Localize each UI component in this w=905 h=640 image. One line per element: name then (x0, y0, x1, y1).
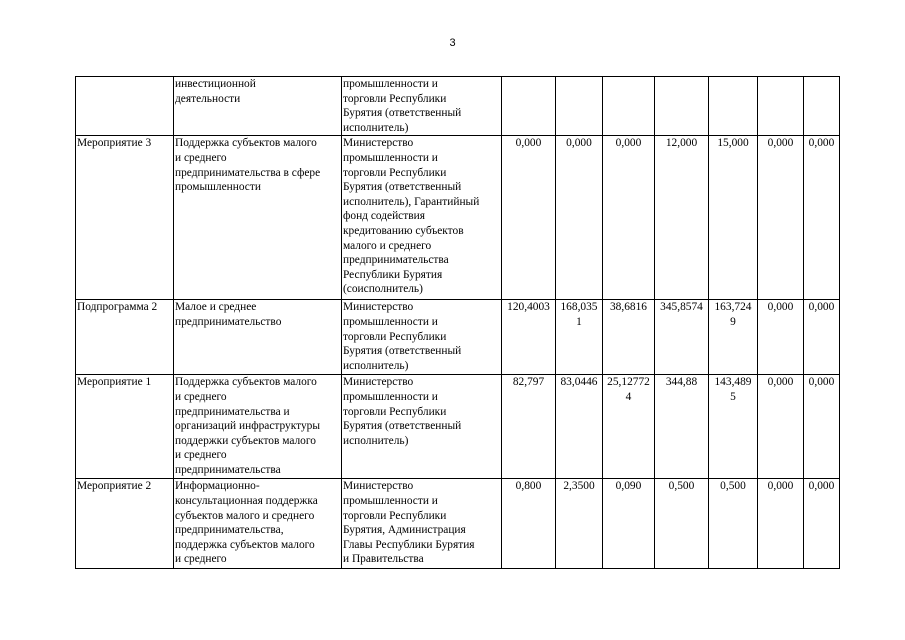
activity-name-cell: инвестиционной деятельности (174, 77, 342, 136)
executor-cell: Министерство промышленности и торговли Республики Бурятия (ответственный исполнитель), Гарантийный фонд содействия кредитованию субъектов малого и среднего предпринимательства Республики Бурятия (соисполнитель) (342, 136, 502, 300)
value-cell: 0,000 (758, 479, 804, 569)
executor-cell: промышленности и торговли Республики Бурятия (ответственный исполнитель) (342, 77, 502, 136)
value-cell (502, 77, 556, 136)
value-cell: 82,797 (502, 375, 556, 479)
value-cell: 0,000 (502, 136, 556, 300)
value-cell: 0,000 (804, 136, 840, 300)
value-cell: 345,8574 (655, 300, 709, 375)
budget-table (75, 76, 840, 569)
executor-cell: Министерство промышленности и торговли Республики Бурятия, Администрация Главы Республики Бурятия и Правительства (342, 479, 502, 569)
activity-name-cell: Малое и среднее предпринимательство (174, 300, 342, 375)
value-cell (804, 77, 840, 136)
value-cell: 12,000 (655, 136, 709, 300)
value-cell: 0,500 (655, 479, 709, 569)
value-cell: 168,035 1 (556, 300, 603, 375)
table-row (76, 77, 840, 136)
value-cell (603, 77, 655, 136)
value-cell: 163,724 9 (709, 300, 758, 375)
value-cell: 0,000 (804, 375, 840, 479)
value-cell (758, 77, 804, 136)
value-cell (655, 77, 709, 136)
budget-table-body (76, 77, 840, 569)
value-cell: 344,88 (655, 375, 709, 479)
value-cell: 38,6816 (603, 300, 655, 375)
value-cell: 0,000 (758, 136, 804, 300)
table-row (76, 479, 840, 569)
program-cell: Мероприятие 2 (76, 479, 174, 569)
value-cell: 2,3500 (556, 479, 603, 569)
value-cell: 0,000 (603, 136, 655, 300)
value-cell: 0,000 (758, 375, 804, 479)
executor-cell: Министерство промышленности и торговли Республики Бурятия (ответственный исполнитель) (342, 300, 502, 375)
value-cell (556, 77, 603, 136)
value-cell: 0,000 (758, 300, 804, 375)
page-number: 3 (449, 37, 456, 49)
executor-cell: Министерство промышленности и торговли Республики Бурятия (ответственный исполнитель) (342, 375, 502, 479)
value-cell: 0,500 (709, 479, 758, 569)
table-row (76, 375, 840, 479)
value-cell: 143,489 5 (709, 375, 758, 479)
value-cell (709, 77, 758, 136)
value-cell: 0,000 (556, 136, 603, 300)
value-cell: 25,12772 4 (603, 375, 655, 479)
activity-name-cell: Информационно- консультационная поддержка субъектов малого и среднего предпринимательства, поддержка субъектов малого и среднего (174, 479, 342, 569)
activity-name-cell: Поддержка субъектов малого и среднего предпринимательства в сфере промышленности (174, 136, 342, 300)
table-row (76, 136, 840, 300)
program-cell: Мероприятие 1 (76, 375, 174, 479)
value-cell: 83,0446 (556, 375, 603, 479)
program-cell: Подпрограмма 2 (76, 300, 174, 375)
value-cell: 0,000 (804, 300, 840, 375)
value-cell: 120,4003 (502, 300, 556, 375)
value-cell: 15,000 (709, 136, 758, 300)
activity-name-cell: Поддержка субъектов малого и среднего предпринимательства и организаций инфраструктуры поддержки субъектов малого и среднего предпринимательства (174, 375, 342, 479)
value-cell: 0,000 (804, 479, 840, 569)
value-cell: 0,800 (502, 479, 556, 569)
table-row (76, 300, 840, 375)
program-cell (76, 77, 174, 136)
value-cell: 0,090 (603, 479, 655, 569)
program-cell: Мероприятие 3 (76, 136, 174, 300)
